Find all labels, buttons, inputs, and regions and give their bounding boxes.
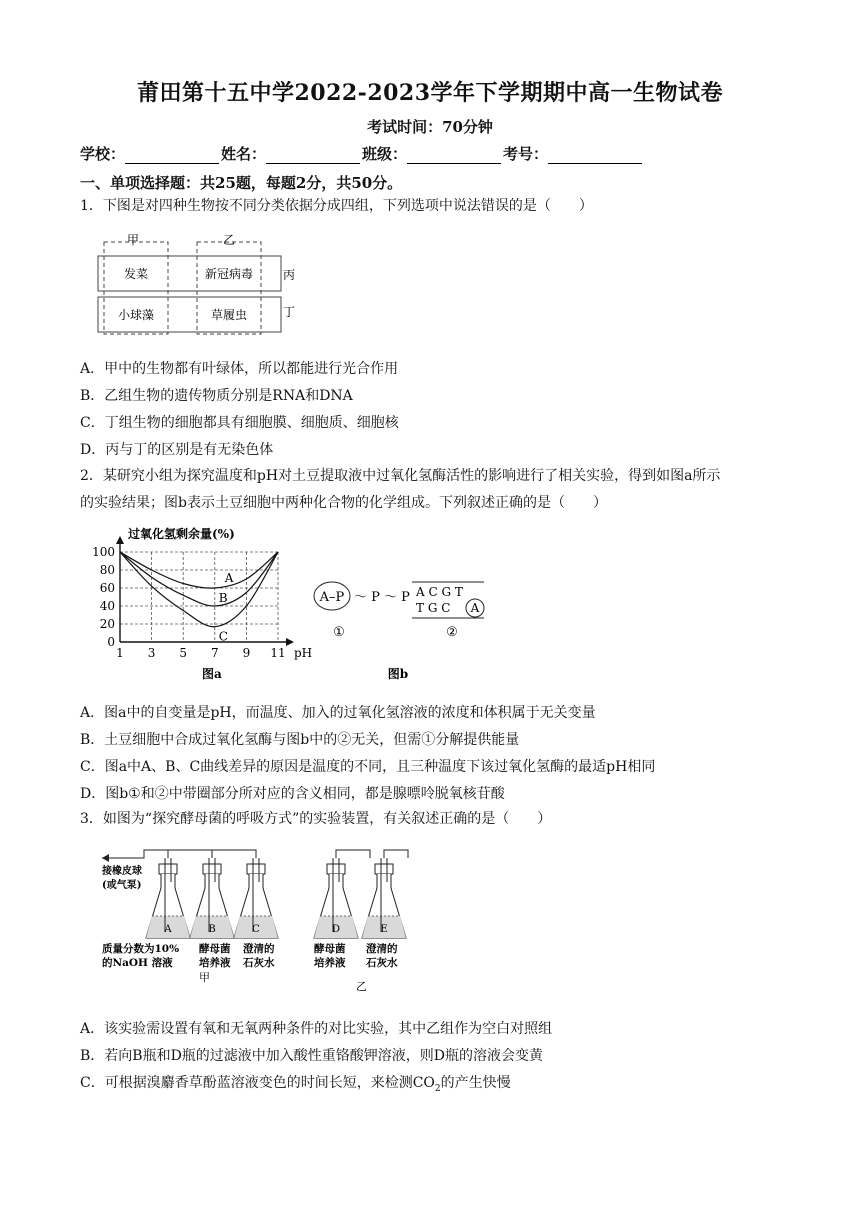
group-yi-label: 乙 — [356, 980, 367, 992]
flask-letter-d: D — [331, 924, 341, 935]
section-heading: 一、单项选择题：共25题，每题2分，共50分。 — [80, 174, 403, 192]
q3-option-c-text: C．可根据溴麝香草酚蓝溶液变色的时间长短，来检测CO — [80, 1075, 435, 1091]
y-tick-label: 20 — [99, 617, 115, 631]
q1-option-a[interactable]: A．甲中的生物都有叶绿体，所以都能进行光合作用 — [80, 361, 399, 377]
y-axis-arrow — [116, 536, 124, 544]
series-line-c — [120, 552, 278, 627]
chart-axes — [116, 536, 294, 646]
pump-label-2: (或气泵) — [102, 880, 142, 891]
label-flask-d-1: 酵母菌 — [314, 943, 346, 955]
label-flask-e-2: 石灰水 — [366, 957, 398, 969]
series-label-b: B — [218, 591, 228, 605]
atp-circled-part: A–P — [319, 590, 345, 605]
q3-yeast-apparatus — [100, 842, 420, 992]
cell-chlorella: 小球藻 — [117, 308, 155, 322]
series-label-a: A — [224, 571, 234, 585]
label-flask-c-2: 石灰水 — [243, 957, 275, 969]
row-label-ding: 丁 — [283, 305, 296, 319]
cell-paramecium: 草履虫 — [210, 308, 248, 322]
q3-option-c-subscript: 2 — [434, 1083, 441, 1094]
q1-option-d[interactable]: D．丙与丁的区别是有无染色体 — [80, 442, 274, 458]
q3-option-b[interactable]: B．若向B瓶和D瓶的过滤液中加入酸性重铬酸钾溶液，则D瓶的溶液会变黄 — [80, 1048, 544, 1064]
fig-b-caption: 图b — [387, 667, 409, 681]
chart-series — [120, 552, 278, 644]
name-label: 姓名： — [221, 145, 267, 163]
q2-figure-b — [312, 574, 492, 686]
flask-d — [314, 858, 358, 938]
label-compound-2: ② — [446, 625, 458, 640]
chart-xlabel: pH — [294, 646, 313, 660]
label-flask-b-1: 酵母菌 — [199, 943, 231, 955]
x-axis-arrow — [286, 638, 294, 646]
q3-option-a[interactable]: A．该实验需设置有氧和无氧两种条件的对比实验，其中乙组作为空白对照组 — [80, 1021, 553, 1037]
label-flask-c-1: 澄清的 — [243, 943, 275, 955]
exam-title: 莆田第十五中学2022-2023学年下学期期中高一生物试卷 — [136, 80, 724, 106]
label-flask-b-2: 培养液 — [199, 957, 231, 969]
chart-ylabel: 过氧化氢剩余量(%) — [128, 527, 235, 541]
q2-figure-a-chart — [88, 524, 318, 684]
flask-group — [146, 858, 406, 938]
flask-letter-c: C — [252, 924, 260, 935]
q3-stem: 3．如图为“探究酵母菌的呼吸方式”的实验装置，有关叙述正确的是（ ） — [80, 811, 552, 827]
col-label-jia: 甲 — [126, 233, 140, 247]
col-label-yi: 乙 — [222, 233, 236, 247]
school-label: 学校： — [80, 145, 126, 163]
dna-top-strand: A C G T — [416, 585, 463, 599]
exam-number-blank[interactable] — [548, 147, 642, 164]
row-label-bing: 丙 — [283, 268, 296, 282]
q1-option-b[interactable]: B．乙组生物的遗传物质分别是RNA和DNA — [80, 388, 353, 404]
dna-bottom-strand: T G C — [416, 601, 451, 615]
series-line-a — [120, 552, 278, 588]
school-blank[interactable] — [125, 147, 219, 164]
flask-c — [234, 858, 278, 938]
y-tick-label: 80 — [99, 563, 115, 577]
flask-letter-e: E — [380, 924, 388, 935]
q2-stem-line1: 2．某研究小组为探究温度和pH对土豆提取液中过氧化氢酶活性的影响进行了相关实验，得到如图a所示 — [80, 468, 721, 484]
q1-classification-figure — [96, 232, 306, 340]
y-tick-label: 40 — [99, 599, 115, 613]
label-flask-a-2: 的NaOH 溶液 — [102, 957, 173, 969]
flask-a — [146, 858, 190, 938]
q1-option-c[interactable]: C．丁组生物的细胞都具有细胞膜、细胞质、细胞核 — [80, 415, 399, 431]
x-tick-label: 7 — [210, 646, 219, 660]
label-compound-1: ① — [333, 625, 345, 640]
group-jia-label: 甲 — [199, 971, 210, 984]
series-label-c: C — [218, 629, 228, 644]
q3-option-c[interactable] — [80, 1072, 511, 1094]
q2-option-c[interactable]: C．图a中A、B、C曲线差异的原因是温度的不同，且三种温度下该过氧化氢酶的最适pH相同 — [80, 759, 656, 775]
label-flask-d-2: 培养液 — [314, 957, 346, 969]
flask-e — [362, 858, 406, 938]
q1-stem: 1．下图是对四种生物按不同分类依据分成四组，下列选项中说法错误的是（ ） — [80, 198, 593, 214]
x-tick-label: 9 — [242, 646, 251, 660]
q2-option-a[interactable]: A．图a中的自变量是pH，而温度、加入的过氧化氢溶液的浓度和体积属于无关变量 — [80, 705, 596, 721]
chart-tick-labels — [92, 545, 286, 660]
exam-number-label: 考号： — [503, 145, 549, 163]
q2-option-d[interactable]: D．图b①和②中带圈部分所对应的含义相同，都是腺嘌呤脱氧核苷酸 — [80, 786, 505, 802]
air-in-arrow-head — [102, 854, 109, 862]
flask-letter-b: B — [208, 924, 216, 935]
cell-covid: 新冠病毒 — [204, 267, 254, 281]
x-tick-label: 3 — [147, 646, 156, 660]
x-tick-label: 1 — [116, 646, 124, 660]
class-label: 班级： — [362, 145, 408, 163]
dna-circled-letter: A — [470, 601, 480, 615]
pump-label-1: 接橡皮球 — [102, 866, 142, 877]
q2-stem-line2: 的实验结果；图b表示土豆细胞中两种化合物的化学组成。下列叙述正确的是（ ） — [80, 495, 607, 511]
exam-time: 考试时间：70分钟 — [367, 118, 493, 136]
cell-facai: 发菜 — [123, 267, 149, 281]
q2-option-b[interactable]: B．土豆细胞中合成过氧化氢酶与图b中的②无关，但需①分解提供能量 — [80, 732, 520, 748]
student-info-fields — [80, 143, 644, 164]
flask-b — [190, 858, 234, 938]
atp-phosphate-tail: ～ P ～ P — [354, 590, 410, 605]
y-tick-label: 100 — [92, 545, 115, 559]
y-tick-label: 60 — [99, 581, 115, 595]
x-tick-label: 5 — [179, 646, 188, 660]
class-blank[interactable] — [407, 147, 501, 164]
fig-a-caption: 图a — [202, 667, 222, 681]
x-tick-label: 11 — [270, 646, 286, 660]
y-tick-label: 0 — [107, 635, 115, 649]
tubes-jia — [136, 850, 256, 858]
name-blank[interactable] — [266, 147, 360, 164]
label-flask-a-1: 质量分数为10% — [102, 943, 180, 955]
q3-option-c-text-end: 的产生快慢 — [440, 1075, 511, 1091]
tubes-yi — [336, 850, 408, 858]
flask-letter-a: A — [164, 924, 172, 935]
label-flask-e-1: 澄清的 — [366, 943, 398, 955]
